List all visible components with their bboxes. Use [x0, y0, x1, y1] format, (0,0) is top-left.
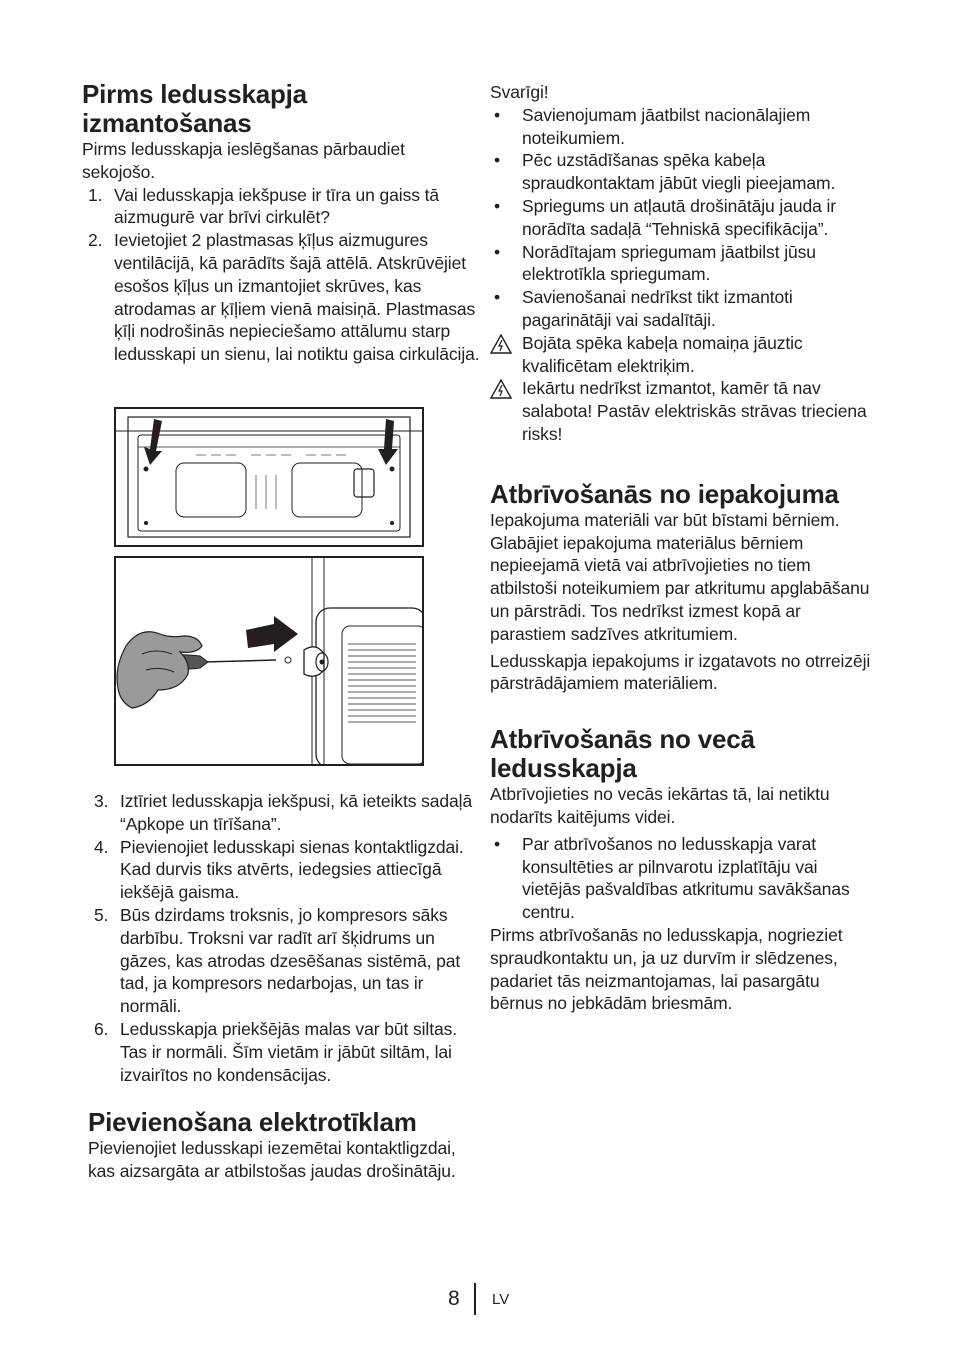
warning-text: Iekārtu nedrīkst izmantot, kamēr tā nav salabota! Pastāv elektriskās strāvas trieciena risks!: [522, 378, 867, 444]
fridge-back-wedges-illustration: [114, 407, 424, 547]
list-text: Būs dzirdams troksnis, jo kompresors sāks darbību. Troksni var radīt arī šķidrums un gāzes, kas atrodas dzesēšanas sistēmā, pat tad, ja kompresors nedarbojas, un tas ir normāli.: [120, 904, 461, 1017]
list-number: 2.: [88, 230, 103, 251]
language-code: LV: [492, 1291, 510, 1308]
list-text: Norādītajam spriegumam jāatbilst jūsu elektrotīkla spriegumam.: [522, 241, 816, 285]
checklist-before: [82, 184, 482, 366]
checklist-after: [88, 790, 480, 1086]
list-item: [82, 184, 482, 230]
list-number: 1.: [88, 184, 103, 205]
list-number: 5.: [94, 904, 109, 925]
right-column: [490, 80, 875, 1015]
section-text: Ledusskapja iepakojums ir izgatavots no otrreizēji pārstrādājamiem materiāliem.: [490, 650, 871, 694]
list-item: [88, 790, 480, 836]
list-text: Iztīriet ledusskapja iekšpusi, kā ieteikts sadaļā “Apkope un tīrīšana”.: [120, 791, 473, 834]
list-item: [490, 286, 875, 332]
warning-item: [490, 377, 875, 445]
section-intro: Pirms ledusskapja ieslēgšanas pārbaudiet sekojošo.: [82, 139, 405, 182]
section-title-packaging: Atbrīvošanās no iepakojuma: [490, 478, 839, 509]
warning-item: [490, 332, 875, 378]
section-text: Pirms atbrīvošanās no ledusskapja, nogrieziet spraudkontaktu un, ja uz durvīm ir slēdzenes, padariet tās neizmantojamas, lai pasargātu bērnus no jebkādām briesmām.: [490, 924, 843, 1014]
disposal-list: [490, 833, 875, 924]
important-label: Svarīgi!: [490, 82, 549, 102]
list-item: [490, 195, 875, 241]
list-number: 4.: [94, 836, 109, 857]
warning-triangle-icon: [490, 379, 512, 399]
warning-text: Bojāta spēka kabeļa nomaiņa jāuztic kvalificētam elektriķim.: [522, 332, 803, 376]
bullet-dot: •: [494, 195, 501, 216]
list-item: [88, 836, 480, 904]
list-item: [490, 241, 875, 287]
list-text: Pievienojiet ledusskapi sienas kontaktligzdai. Kad durvis tiks atvērts, iedegsies attiecīgā iekšējā gaisma.: [120, 836, 464, 903]
list-text: Spriegums un atļautā drošinātāju jauda ir norādīta sadaļā “Tehniskā specifikācija”.: [522, 195, 837, 239]
list-text: Savienošanai nedrīkst tikt izmantoti pagarinātāji vai sadalītāji.: [522, 287, 793, 330]
warning-triangle-icon: [490, 334, 512, 354]
left-column: [82, 80, 482, 366]
page-number: 8: [448, 1287, 460, 1310]
bullet-dot: •: [494, 104, 501, 125]
bullet-dot: •: [494, 833, 501, 854]
list-item: [490, 149, 875, 195]
list-item: [490, 833, 875, 924]
section-title-electric: Pievienošana elektrotīklam: [88, 1107, 417, 1138]
list-text: Ledusskapja priekšējās malas var būt siltas. Tas ir normāli. Šīm vietām ir jābūt siltām, lai izvairītos no kondensācijas.: [120, 1018, 458, 1085]
list-item: [490, 104, 875, 150]
list-item: [88, 904, 480, 1018]
screwdriver-wedge-illustration: [114, 556, 424, 766]
section-text: Pievienojiet ledusskapi iezemētai kontaktligzdai, kas aizsargāta ar atbilstošas jaudas drošinātāju.: [88, 1138, 456, 1182]
left-column-continued: [88, 790, 480, 1183]
bullet-dot: •: [494, 150, 501, 171]
list-text: Pēc uzstādīšanas spēka kabeļa spraudkontaktam jābūt viegli pieejamam.: [522, 150, 836, 194]
section-text: Atbrīvojieties no vecās iekārtas tā, lai netiktu nodarīts kaitējums videi.: [490, 784, 830, 827]
section-title-before-use: Pirms ledusskapja izmantošanas: [82, 79, 307, 138]
important-list: [490, 104, 875, 446]
list-text: Savienojumam jāatbilst nacionālajiem noteikumiem.: [522, 104, 811, 148]
list-text: Vai ledusskapja iekšpuse ir tīra un gaiss tā aizmugurē var brīvi cirkulēt?: [114, 184, 440, 228]
bullet-dot: •: [494, 287, 501, 308]
section-text: Iepakojuma materiāli var būt bīstami bērniem. Glabājiet iepakojuma materiālus bērniem nepieejamā vietā vai atbrīvojieties no tiem atbilstoši noteikumiem par atkritumu apglabāšanu un pārstrādi. Tos nedrīkst izmest kopā ar parastiem sadzīves atkritumiem.: [490, 509, 870, 644]
list-item: [82, 229, 482, 366]
list-text: Ievietojiet 2 plastmasas ķīļus aizmugures ventilācijā, kā parādīts šajā attēlā. Atskrūvējiet esošos ķīļus un izmantojiet skrūves, kas atrodamas ar ķīļiem vienā maisiņā. Plastmasas ķīļi nodrošinās nepieciešamo attālumu starp ledusskapi un sienu, lai notiktu gaisa cirkulācija.: [114, 230, 480, 365]
list-item: [88, 1018, 480, 1086]
footer-separator: [474, 1283, 476, 1315]
section-title-old-fridge: Atbrīvošanās no vecā ledusskapja: [490, 724, 755, 784]
list-number: 3.: [94, 791, 109, 811]
bullet-dot: •: [494, 241, 501, 262]
list-number: 6.: [94, 1018, 109, 1039]
list-text: Par atbrīvošanos no ledusskapja varat konsultēties ar pilnvarotu izplatītāju vai vietējās pašvaldības atkritumu savākšanas centru.: [522, 833, 850, 923]
